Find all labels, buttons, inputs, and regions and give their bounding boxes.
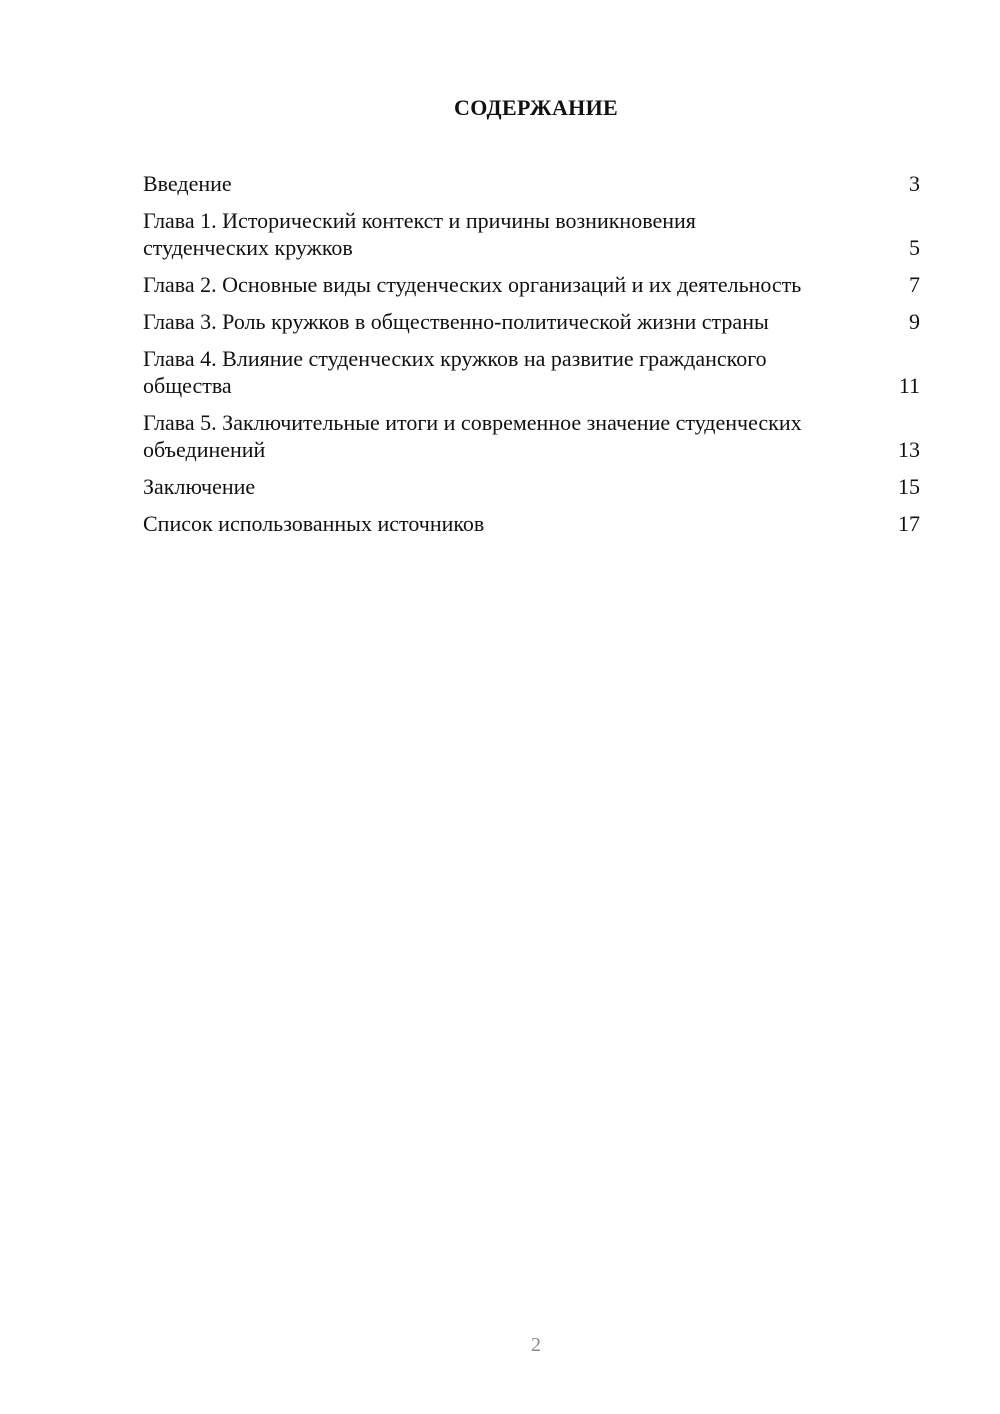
toc-entry-label: Глава 4. Влияние студенческих кружков на развитие гражданского общества bbox=[143, 346, 767, 398]
toc-entry-conclusion bbox=[143, 473, 920, 500]
toc-entry-introduction bbox=[143, 170, 920, 197]
toc-entry-page: 5 bbox=[909, 235, 920, 260]
toc-entry-page: 17 bbox=[898, 511, 920, 536]
toc-entry-label: Глава 3. Роль кружков в общественно-политической жизни страны bbox=[143, 309, 769, 334]
toc-entry-references bbox=[143, 510, 920, 537]
toc-entry-page: 3 bbox=[909, 171, 920, 196]
toc-entry-chapter-5 bbox=[143, 409, 920, 463]
toc-entry-page: 15 bbox=[898, 474, 920, 499]
toc-entry-label: Глава 2. Основные виды студенческих организаций и их деятельность bbox=[143, 272, 802, 297]
toc-entry-label: Глава 1. Исторический контекст и причины возникновения студенческих кружков bbox=[143, 208, 696, 260]
toc-entry-label: Список использованных источников bbox=[143, 511, 485, 536]
toc-entry-page: 9 bbox=[909, 309, 920, 334]
page-title: СОДЕРЖАНИЕ bbox=[454, 95, 618, 120]
toc-entry-chapter-3 bbox=[143, 308, 920, 335]
toc-entry-page: 13 bbox=[898, 437, 920, 462]
toc-entry-page: 11 bbox=[898, 373, 920, 398]
table-of-contents bbox=[143, 170, 920, 547]
toc-entry-chapter-1 bbox=[143, 207, 920, 261]
toc-entry-label: Введение bbox=[143, 171, 232, 196]
page-number: 2 bbox=[531, 1334, 541, 1356]
toc-entry-chapter-4 bbox=[143, 345, 920, 399]
toc-entry-chapter-2 bbox=[143, 271, 920, 298]
toc-entry-page: 7 bbox=[909, 272, 920, 297]
toc-entry-label: Глава 5. Заключительные итоги и современное значение студенческих объединений bbox=[143, 410, 802, 462]
toc-entry-label: Заключение bbox=[143, 474, 256, 499]
